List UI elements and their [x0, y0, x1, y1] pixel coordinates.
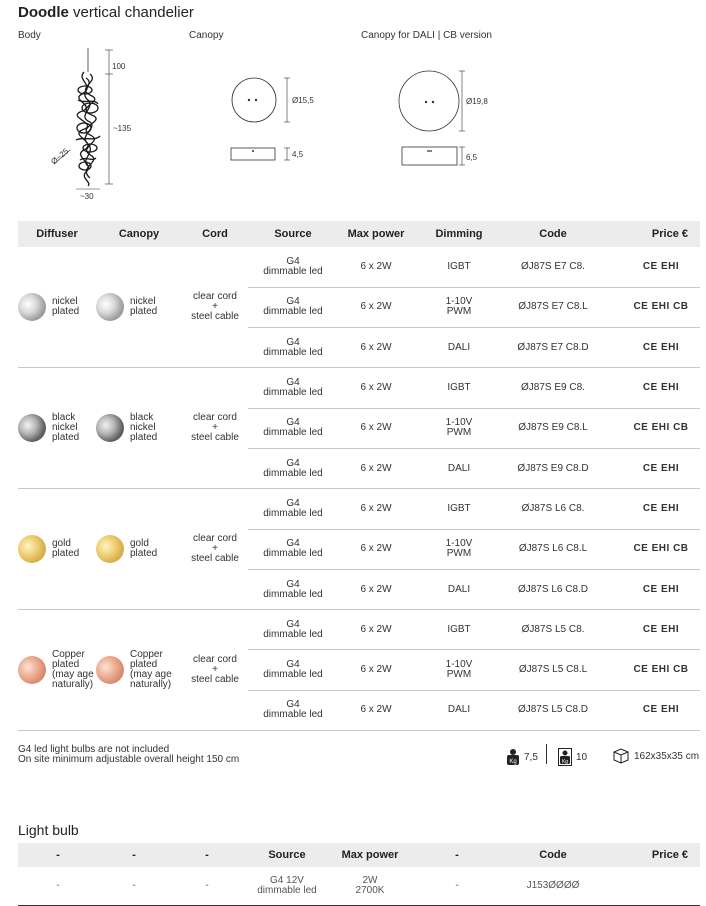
body-dim-angle: Ø~25 — [49, 146, 71, 167]
certification-cell — [602, 569, 700, 609]
cord-line: clear cord — [193, 412, 237, 424]
dimming-cell — [414, 650, 504, 690]
dimming-cell — [414, 569, 504, 609]
certification-marks: CE EHI — [633, 301, 670, 313]
certification-cell — [602, 529, 700, 569]
code-cell: ØJ87S E9 C8.D — [504, 448, 602, 488]
canopy-line: (may age — [130, 669, 172, 681]
source-cell — [248, 690, 338, 730]
dimming-cell — [414, 610, 504, 650]
diffuser-line: nickel — [52, 296, 78, 308]
source-cell — [248, 529, 338, 569]
diffuser-line: plated — [52, 432, 80, 444]
cord-line: clear cord — [193, 654, 237, 666]
cord-line: clear cord — [193, 533, 237, 545]
certification-marks: CE EHI — [642, 462, 680, 474]
canopy-swatch — [96, 656, 124, 684]
cord-line: steel cable — [191, 674, 239, 686]
dimming-line: IGBT — [447, 260, 471, 272]
power-cell: 6 x 2W — [338, 408, 414, 448]
certification-cell — [602, 690, 700, 730]
canopy-line: plated — [130, 659, 158, 671]
power-cell: 6 x 2W — [338, 448, 414, 488]
cord-line: + — [212, 543, 218, 555]
table-row — [18, 610, 700, 650]
bulb-source-line1: G4 12V — [270, 874, 304, 886]
net-weight-icon — [506, 748, 520, 766]
source-line: dimmable led — [263, 346, 323, 358]
svg-text:Kg: Kg — [509, 759, 517, 765]
certification-cell — [602, 368, 700, 408]
dimming-line: DALI — [447, 583, 471, 595]
diffuser-cell — [18, 610, 96, 731]
dimming-cell — [414, 408, 504, 448]
certification-cell — [602, 408, 700, 448]
canopy-dim-height: 4,5 — [292, 150, 304, 159]
power-cell: 6 x 2W — [338, 328, 414, 368]
body-dim-top: 100 — [112, 62, 126, 71]
certification-marks: CE EHI — [642, 583, 680, 595]
body-label: Body — [18, 30, 41, 41]
product-table — [18, 221, 700, 731]
table-row — [18, 368, 700, 408]
diffuser-cell — [18, 489, 96, 610]
cord-line: steel cable — [191, 311, 239, 323]
dimming-line: 1-10V — [445, 538, 473, 550]
diffuser-line: plated — [52, 659, 80, 671]
body-dim-diameter: ~30 — [80, 192, 94, 201]
dimming-line: PWM — [446, 669, 472, 681]
bulb-cell-1: - — [18, 867, 98, 905]
dimming-cell — [414, 489, 504, 529]
source-line: G4 — [286, 296, 300, 308]
canopy-line: black — [130, 412, 154, 424]
source-line: dimmable led — [263, 548, 323, 560]
certification-marks: CE EHI — [642, 502, 680, 514]
source-line: dimmable led — [263, 427, 323, 439]
source-line: G4 — [286, 538, 300, 550]
cord-line: clear cord — [193, 291, 237, 303]
canopy-dali-drawing — [399, 71, 465, 165]
dimming-line: DALI — [447, 704, 471, 716]
certification-marks: CE EHI — [633, 543, 670, 555]
code-cell: ØJ87S L6 C8.L — [504, 529, 602, 569]
certification-marks: CE EHI — [642, 260, 680, 272]
cord-cell — [182, 489, 248, 610]
box-icon — [612, 748, 630, 764]
body-drawing — [54, 48, 113, 189]
bulb-cell-3: - — [170, 867, 244, 905]
bulb-header-price: Price € — [602, 843, 700, 867]
source-line: G4 — [286, 377, 300, 389]
certification-marks: CE EHI — [642, 341, 680, 353]
code-cell: ØJ87S L5 C8. — [504, 610, 602, 650]
code-cell: ØJ87S E7 C8. — [504, 247, 602, 287]
bulb-power — [330, 867, 410, 905]
source-line: G4 — [286, 497, 300, 509]
notes — [18, 745, 239, 765]
diffuser-line: Copper — [52, 649, 85, 661]
source-cell — [248, 287, 338, 327]
box-size — [612, 748, 699, 764]
light-bulb-table — [18, 843, 700, 906]
dimming-line: IGBT — [447, 382, 471, 394]
diffuser-line: gold — [52, 538, 71, 550]
certification-cell — [602, 650, 700, 690]
source-cell — [248, 247, 338, 287]
power-cell: 6 x 2W — [338, 650, 414, 690]
code-cell: ØJ87S E7 C8.L — [504, 287, 602, 327]
cb-mark: CB — [673, 543, 689, 555]
header-dimming: Dimming — [414, 221, 504, 247]
diffuser-line: (may age — [52, 669, 94, 681]
dimming-line: DALI — [447, 462, 471, 474]
cord-line: steel cable — [191, 432, 239, 444]
gross-weight-value: 10 — [576, 751, 588, 763]
source-line: dimmable led — [263, 669, 323, 681]
diffuser-cell — [18, 368, 96, 489]
bulb-header-code: Code — [504, 843, 602, 867]
canopy-line: plated — [130, 548, 158, 560]
diffuser-line: nickel — [52, 422, 78, 434]
cb-mark: CB — [673, 664, 689, 676]
source-cell — [248, 448, 338, 488]
code-cell: ØJ87S E9 C8.L — [504, 408, 602, 448]
source-line: G4 — [286, 336, 300, 348]
source-line: G4 — [286, 417, 300, 429]
bulb-row — [18, 867, 700, 905]
header-price: Price € — [602, 221, 700, 247]
certification-cell — [602, 610, 700, 650]
dimming-cell — [414, 448, 504, 488]
power-cell: 6 x 2W — [338, 287, 414, 327]
cb-mark: CB — [673, 422, 689, 434]
note-height: On site minimum adjustable overall height 150 cm — [18, 754, 240, 765]
diffuser-swatch — [18, 656, 46, 684]
canopy-line: Copper — [130, 649, 163, 661]
source-line: dimmable led — [263, 306, 323, 318]
header-max-power: Max power — [338, 221, 414, 247]
dimming-cell — [414, 328, 504, 368]
dimming-cell — [414, 247, 504, 287]
bulb-cell-2: - — [98, 867, 170, 905]
cord-cell — [182, 247, 248, 368]
table-row — [18, 247, 700, 287]
product-type: vertical chandelier — [73, 4, 194, 21]
bulb-source — [244, 867, 330, 905]
certification-cell — [602, 448, 700, 488]
bulb-header-max-power: Max power — [330, 843, 410, 867]
source-cell — [248, 489, 338, 529]
dimming-cell — [414, 529, 504, 569]
source-line: dimmable led — [263, 387, 323, 399]
table-header — [18, 221, 700, 247]
diffuser-line: naturally) — [52, 679, 94, 691]
dimming-line: 1-10V — [445, 659, 473, 671]
certification-marks: CE EHI — [642, 382, 680, 394]
source-line: G4 — [286, 699, 300, 711]
power-cell: 6 x 2W — [338, 569, 414, 609]
header-diffuser: Diffuser — [18, 221, 96, 247]
canopy-line: nickel — [130, 422, 156, 434]
certification-cell — [602, 247, 700, 287]
source-cell — [248, 569, 338, 609]
dimming-line: PWM — [446, 427, 472, 439]
gross-weight-icon — [558, 748, 572, 766]
diffuser-swatch — [18, 293, 46, 321]
canopy-swatch — [96, 535, 124, 563]
power-cell: 6 x 2W — [338, 690, 414, 730]
source-line: dimmable led — [263, 507, 323, 519]
source-line: G4 — [286, 618, 300, 630]
dimming-line: IGBT — [447, 623, 471, 635]
header-code: Code — [504, 221, 602, 247]
bulb-header-1: - — [18, 843, 98, 867]
canopy-line: nickel — [130, 296, 156, 308]
canopy-line: plated — [130, 432, 158, 444]
source-line: G4 — [286, 255, 300, 267]
source-line: G4 — [286, 578, 300, 590]
header-canopy: Canopy — [96, 221, 182, 247]
cord-line: + — [212, 301, 218, 313]
certification-cell — [602, 328, 700, 368]
canopy-dali-dim-height: 6,5 — [466, 153, 478, 162]
certification-marks: CE EHI — [633, 664, 670, 676]
certification-cell — [602, 489, 700, 529]
bulb-header-source: Source — [244, 843, 330, 867]
cord-line: + — [212, 664, 218, 676]
source-cell — [248, 368, 338, 408]
page-title — [18, 4, 194, 21]
source-line: G4 — [286, 659, 300, 671]
diffuser-swatch — [18, 535, 46, 563]
bulb-table-header — [18, 843, 700, 867]
canopy-dali-dim-diameter: Ø19,8 — [466, 97, 488, 106]
dimming-line: PWM — [446, 306, 472, 318]
canopy-line: plated — [130, 306, 158, 318]
diffuser-cell — [18, 247, 96, 368]
svg-text:Kg: Kg — [561, 759, 569, 765]
bulb-power-line1: 2W — [362, 874, 378, 886]
diffuser-line: plated — [52, 306, 80, 318]
bulb-code: J153ØØØØ — [504, 867, 602, 905]
dimming-cell — [414, 690, 504, 730]
bulb-header-2: - — [98, 843, 170, 867]
product-name: Doodle — [18, 4, 69, 21]
source-line: dimmable led — [263, 588, 323, 600]
cord-cell — [182, 610, 248, 731]
dimming-cell — [414, 287, 504, 327]
canopy-line: naturally) — [130, 679, 172, 691]
technical-drawings — [0, 40, 706, 210]
certification-marks: CE EHI — [633, 422, 670, 434]
cord-line: steel cable — [191, 553, 239, 565]
code-cell: ØJ87S L5 C8.D — [504, 690, 602, 730]
diffuser-line: black — [52, 412, 76, 424]
source-line: dimmable led — [263, 467, 323, 479]
code-cell: ØJ87S L5 C8.L — [504, 650, 602, 690]
source-cell — [248, 408, 338, 448]
source-line: dimmable led — [263, 265, 323, 277]
diffuser-line: plated — [52, 548, 80, 560]
canopy-cell — [96, 247, 182, 368]
power-cell: 6 x 2W — [338, 247, 414, 287]
code-cell: ØJ87S L6 C8.D — [504, 569, 602, 609]
canopy-drawing — [231, 78, 290, 160]
power-cell: 6 x 2W — [338, 368, 414, 408]
canopy-label: Canopy — [189, 30, 224, 41]
diffuser-swatch — [18, 414, 46, 442]
source-cell — [248, 328, 338, 368]
pack-divider — [546, 744, 547, 764]
power-cell: 6 x 2W — [338, 489, 414, 529]
canopy-line: gold — [130, 538, 149, 550]
canopy-dali-label: Canopy for DALI | CB version — [361, 30, 492, 41]
canopy-dim-diameter: Ø15,5 — [292, 96, 314, 105]
light-bulb-title: Light bulb — [18, 822, 79, 838]
source-line: dimmable led — [263, 709, 323, 721]
source-cell — [248, 610, 338, 650]
canopy-cell — [96, 610, 182, 731]
code-cell: ØJ87S L6 C8. — [504, 489, 602, 529]
body-dim-height: ~135 — [113, 124, 132, 133]
dimming-line: 1-10V — [445, 296, 473, 308]
bulb-cell-6: - — [410, 867, 504, 905]
canopy-swatch — [96, 293, 124, 321]
header-cord: Cord — [182, 221, 248, 247]
source-line: dimmable led — [263, 628, 323, 640]
power-cell: 6 x 2W — [338, 529, 414, 569]
cord-line: + — [212, 422, 218, 434]
gross-weight — [558, 748, 587, 766]
net-weight — [506, 748, 538, 766]
source-cell — [248, 650, 338, 690]
certification-cell — [602, 287, 700, 327]
power-cell: 6 x 2W — [338, 610, 414, 650]
bulb-source-line2: dimmable led — [257, 884, 317, 896]
cb-mark: CB — [673, 301, 689, 313]
table-row — [18, 489, 700, 529]
source-line: G4 — [286, 457, 300, 469]
bulb-power-line2: 2700K — [355, 884, 385, 896]
code-cell: ØJ87S E9 C8. — [504, 368, 602, 408]
code-cell: ØJ87S E7 C8.D — [504, 328, 602, 368]
canopy-cell — [96, 368, 182, 489]
dimming-line: DALI — [447, 341, 471, 353]
cord-cell — [182, 368, 248, 489]
canopy-swatch — [96, 414, 124, 442]
bulb-header-6: - — [410, 843, 504, 867]
bulb-header-3: - — [170, 843, 244, 867]
box-size-value: 162x35x35 cm — [634, 750, 700, 762]
header-source: Source — [248, 221, 338, 247]
bulb-price — [602, 867, 700, 905]
note-bulbs: G4 led light bulbs are not included — [18, 744, 170, 755]
dimming-line: IGBT — [447, 502, 471, 514]
dimming-line: 1-10V — [445, 417, 473, 429]
dimming-line: PWM — [446, 548, 472, 560]
certification-marks: CE EHI — [642, 704, 680, 716]
canopy-cell — [96, 489, 182, 610]
dimming-cell — [414, 368, 504, 408]
certification-marks: CE EHI — [642, 623, 680, 635]
net-weight-value: 7,5 — [524, 751, 538, 763]
